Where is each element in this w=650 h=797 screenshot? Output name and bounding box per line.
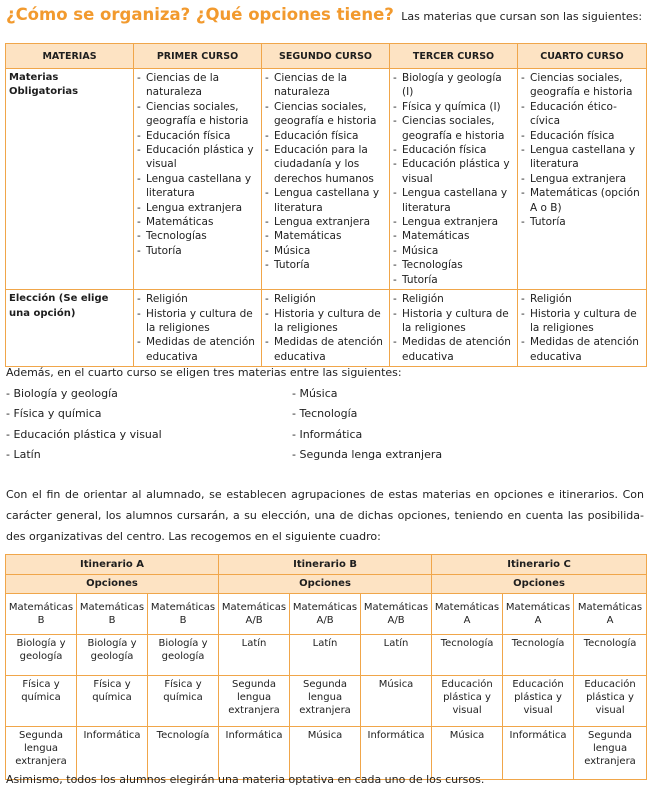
subject-item: - Religión xyxy=(521,292,643,306)
subject-item: - Ciencias sociales, geografía e historia xyxy=(137,100,258,129)
subject-item: - Matemáticas (opción A o B) xyxy=(521,186,643,215)
itinerary-header: Itinerario C xyxy=(432,555,647,575)
column-header: CUARTO CURSO xyxy=(518,44,647,69)
subject-item: - Ciencias de la naturaleza xyxy=(265,71,386,100)
subject-item: - Religión xyxy=(265,292,386,306)
column-header: PRIMER CURSO xyxy=(134,44,262,69)
subject-item: - Matemáticas xyxy=(265,229,386,243)
itinerary-header-row xyxy=(6,555,647,575)
options-label: Opciones xyxy=(6,575,219,594)
itinerary-cell: Segunda lengua extranjera xyxy=(219,676,290,727)
itinerary-cell: Informática xyxy=(219,727,290,780)
subject-list xyxy=(393,71,514,287)
subject-item: - Medidas de atención educativa xyxy=(393,335,514,364)
subject-list xyxy=(521,292,643,364)
itinerary-cell: Matemáticas B xyxy=(77,594,148,635)
itinerary-cell: Latín xyxy=(290,635,361,676)
subject-item: - Lengua castellana y literatura xyxy=(521,143,643,172)
subjects-cell xyxy=(134,290,262,367)
itinerary-cell: Biología y geología xyxy=(6,635,77,676)
subject-item: - Educación física xyxy=(265,129,386,143)
orientation-paragraph: Con el fin de orientar al alumnado, se establecen agrupaciones de estas materias en opciones e itinerarios. Con carácter general, los alumnos cursarán, a su elección, una de dichas opciones, teniendo en cuenta las posibilida-des organizativas del centro. Las recogemos en el siguiente cuadro: xyxy=(6,488,644,543)
subjects-cell xyxy=(390,69,518,290)
heading-intro: Las materias que cursan son las siguientes: xyxy=(401,10,643,23)
column-header: TERCER CURSO xyxy=(390,44,518,69)
subjects-cell xyxy=(134,69,262,290)
section-heading xyxy=(6,5,646,31)
itinerary-cell: Biología y geología xyxy=(77,635,148,676)
subject-item: - Medidas de atención educativa xyxy=(137,335,258,364)
subject-item: - Tutoría xyxy=(265,258,386,272)
itinerary-header: Itinerario B xyxy=(219,555,432,575)
subject-item: - Tutoría xyxy=(393,273,514,287)
elective-item: - Informática xyxy=(292,425,572,446)
electives-right-column xyxy=(292,384,572,466)
subject-item: - Medidas de atención educativa xyxy=(265,335,386,364)
subjects-table-row xyxy=(6,69,647,290)
subject-item: - Historia y cultura de la religiones xyxy=(393,307,514,336)
itinerary-cell: Tecnología xyxy=(432,635,503,676)
subject-item: - Historia y cultura de la religiones xyxy=(521,307,643,336)
subject-item: - Matemáticas xyxy=(393,229,514,243)
subject-item: - Tutoría xyxy=(137,244,258,258)
itinerary-cell: Segunda lengua extranjera xyxy=(290,676,361,727)
itinerary-cell: Segunda lengua extranjera xyxy=(574,727,647,780)
subject-item: - Tecnologías xyxy=(137,229,258,243)
subject-list xyxy=(137,71,258,258)
column-header: SEGUNDO CURSO xyxy=(262,44,390,69)
itinerary-cell: Educación plástica y visual xyxy=(503,676,574,727)
itinerary-cell: Matemáticas B xyxy=(6,594,77,635)
subject-item: - Educación plástica y visual xyxy=(393,157,514,186)
subject-item: - Lengua castellana y literatura xyxy=(137,172,258,201)
heading-question: ¿Cómo se organiza? ¿Qué opciones tiene? xyxy=(6,5,394,24)
itinerary-cell: Matemáticas A xyxy=(503,594,574,635)
subjects-table xyxy=(5,43,647,367)
column-header: MATERIAS xyxy=(6,44,134,69)
itinerary-cell: Matemáticas A/B xyxy=(361,594,432,635)
itinerary-row xyxy=(6,594,647,635)
elective-item: - Biología y geología xyxy=(6,384,286,405)
fourth-year-intro: Además, en el cuarto curso se eligen tres materias entre las siguientes: xyxy=(6,366,402,379)
elective-item: - Tecnología xyxy=(292,404,572,425)
subject-item: - Lengua castellana y literatura xyxy=(265,186,386,215)
footer-note: Asimismo, todos los alumnos elegirán una materia optativa en cada uno de los cursos. xyxy=(6,773,485,786)
subject-item: - Educación física xyxy=(521,129,643,143)
subjects-table-header-row xyxy=(6,44,647,69)
subject-item: - Lengua extranjera xyxy=(521,172,643,186)
subjects-cell xyxy=(262,290,390,367)
itinerary-cell: Física y química xyxy=(148,676,219,727)
subject-item: - Historia y cultura de la religiones xyxy=(265,307,386,336)
itinerary-cell: Informática xyxy=(77,727,148,780)
itinerary-row xyxy=(6,635,647,676)
elective-item: - Segunda lenga extranjera xyxy=(292,445,572,466)
options-label: Opciones xyxy=(432,575,647,594)
subjects-cell xyxy=(518,290,647,367)
subject-item: - Física y química (I) xyxy=(393,100,514,114)
subject-item: - Educación física xyxy=(393,143,514,157)
subject-item: - Medidas de atención educativa xyxy=(521,335,643,364)
subject-item: - Música xyxy=(393,244,514,258)
subject-item: - Lengua castellana y literatura xyxy=(393,186,514,215)
subject-item: - Ciencias sociales, geografía e historia xyxy=(393,114,514,143)
options-label: Opciones xyxy=(219,575,432,594)
fourth-year-electives xyxy=(6,363,644,466)
subject-item: - Biología y geología (I) xyxy=(393,71,514,100)
elective-item: - Música xyxy=(292,384,572,405)
itinerary-cell: Matemáticas A xyxy=(432,594,503,635)
itinerary-cell: Informática xyxy=(503,727,574,780)
elective-item: - Educación plástica y visual xyxy=(6,425,286,446)
itinerary-cell: Segunda lengua extranjera xyxy=(6,727,77,780)
itinerary-cell: Tecnología xyxy=(503,635,574,676)
subject-item: - Ciencias sociales, geografía e historia xyxy=(521,71,643,100)
subject-item: - Historia y cultura de la religiones xyxy=(137,307,258,336)
subjects-cell xyxy=(390,290,518,367)
itinerary-header: Itinerario A xyxy=(6,555,219,575)
itinerary-cell: Tecnología xyxy=(574,635,647,676)
elective-item: - Latín xyxy=(6,445,286,466)
subject-item: - Lengua extranjera xyxy=(137,201,258,215)
subject-list xyxy=(265,71,386,273)
subject-item: - Matemáticas xyxy=(137,215,258,229)
subject-list xyxy=(393,292,514,364)
elective-item: - Física y química xyxy=(6,404,286,425)
itinerary-row xyxy=(6,676,647,727)
subject-item: - Tecnologías xyxy=(393,258,514,272)
itinerary-cell: Matemáticas A/B xyxy=(219,594,290,635)
itinerary-cell: Matemáticas B xyxy=(148,594,219,635)
subject-item: - Ciencias sociales, geografía e historia xyxy=(265,100,386,129)
itinerary-cell: Matemáticas A/B xyxy=(290,594,361,635)
options-row xyxy=(6,575,647,594)
itinerary-cell: Física y química xyxy=(6,676,77,727)
subject-item: - Música xyxy=(265,244,386,258)
itinerary-cell: Matemáticas A xyxy=(574,594,647,635)
itinerary-cell: Latín xyxy=(361,635,432,676)
subject-item: - Educación para la ciudadanía y los derechos humanos xyxy=(265,143,386,186)
row-label: Elección (Se elige una opción) xyxy=(6,290,134,367)
subject-item: - Lengua extranjera xyxy=(265,215,386,229)
electives-left-column xyxy=(6,384,286,466)
subject-item: - Educación plástica y visual xyxy=(137,143,258,172)
itinerary-cell: Informática xyxy=(361,727,432,780)
itinerary-cell: Educación plástica y visual xyxy=(432,676,503,727)
itinerary-table xyxy=(5,554,647,780)
itinerary-cell: Latín xyxy=(219,635,290,676)
itinerary-cell: Física y química xyxy=(77,676,148,727)
itinerary-cell: Música xyxy=(290,727,361,780)
subject-list xyxy=(265,292,386,364)
subject-item: - Religión xyxy=(137,292,258,306)
itinerary-cell: Música xyxy=(432,727,503,780)
subject-item: - Tutoría xyxy=(521,215,643,229)
subject-list xyxy=(521,71,643,229)
subject-list xyxy=(137,292,258,364)
subjects-table-row xyxy=(6,290,647,367)
subject-item: - Religión xyxy=(393,292,514,306)
row-label: Materias Obligatorias xyxy=(6,69,134,290)
subjects-cell xyxy=(262,69,390,290)
subject-item: - Educación física xyxy=(137,129,258,143)
subject-item: - Ciencias de la naturaleza xyxy=(137,71,258,100)
itinerary-cell: Educación plástica y visual xyxy=(574,676,647,727)
subject-item: - Lengua extranjera xyxy=(393,215,514,229)
itinerary-cell: Música xyxy=(361,676,432,727)
subjects-cell xyxy=(518,69,647,290)
itinerary-cell: Tecnología xyxy=(148,727,219,780)
itinerary-row xyxy=(6,727,647,780)
subject-item: - Educación ético-cívica xyxy=(521,100,643,129)
itinerary-cell: Biología y geología xyxy=(148,635,219,676)
